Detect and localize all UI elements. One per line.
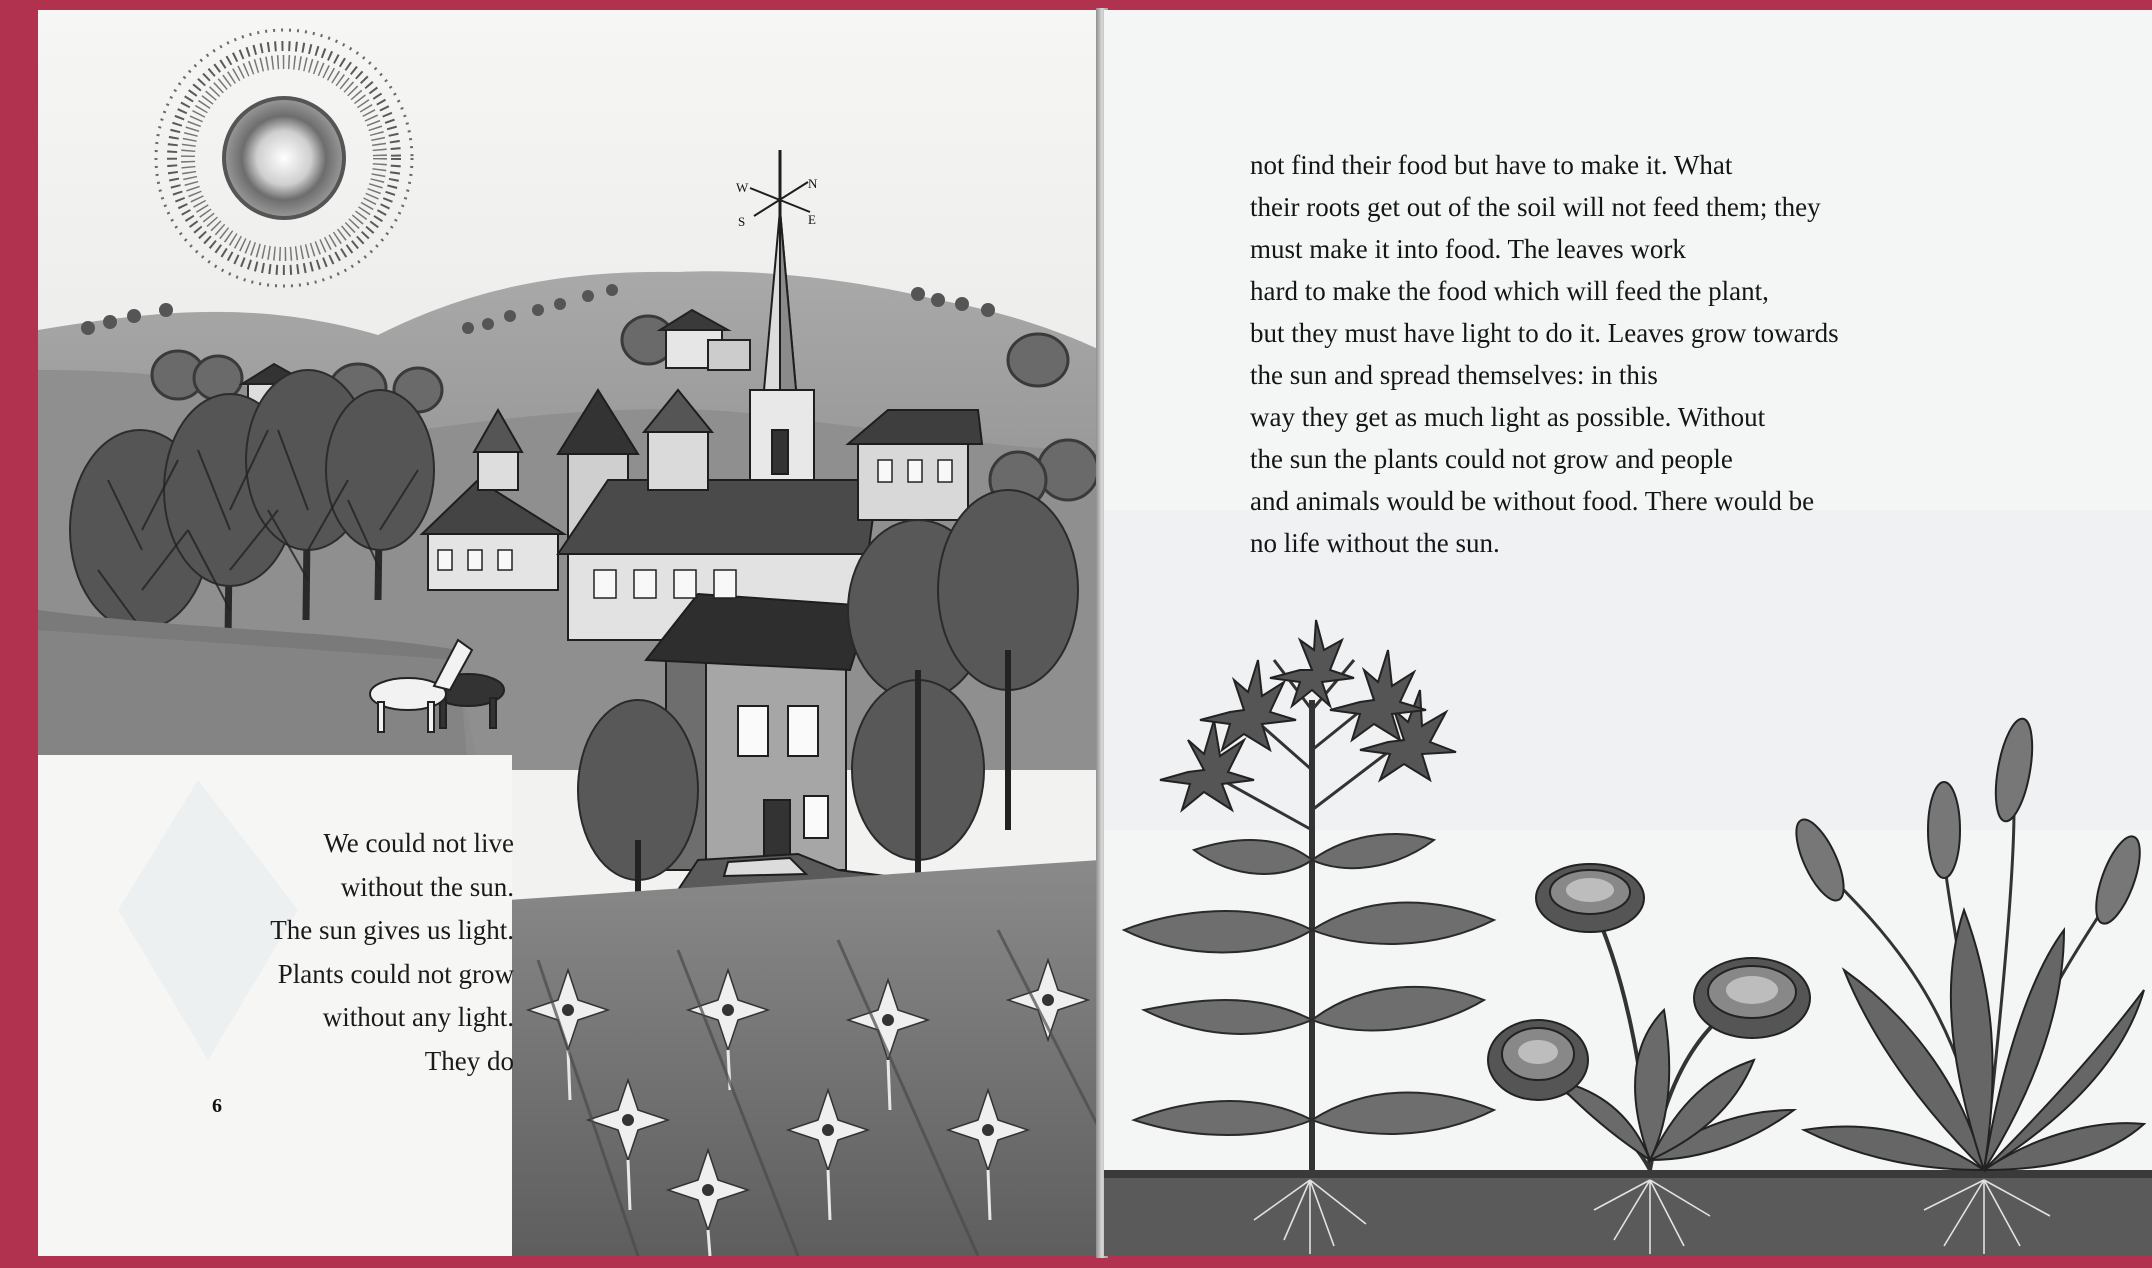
body-text xyxy=(1250,144,1970,564)
flowering-plant xyxy=(1488,864,1810,1170)
verse-text xyxy=(158,822,514,1083)
verse-line: Plants could not grow xyxy=(277,958,514,989)
left-page xyxy=(38,10,1100,1256)
text-line: their roots get out of the soil will not feed them; they xyxy=(1250,192,1821,222)
verse-line: The sun gives us light. xyxy=(270,915,514,945)
verse-line: They do xyxy=(424,1045,514,1076)
text-line: way they get as much light as possible. Without xyxy=(1250,402,1766,432)
page-number: 6 xyxy=(212,1095,222,1117)
right-page xyxy=(1104,10,2152,1256)
text-line: and animals would be without food. There would be xyxy=(1250,486,1815,516)
weathervane-s: S xyxy=(738,214,746,229)
verse-line: We could not live xyxy=(323,828,514,858)
text-line: hard to make the food which will feed the plant, xyxy=(1250,276,1769,306)
verse-line: without the sun. xyxy=(340,871,514,902)
weathervane-n: N xyxy=(808,176,818,191)
text-line: but they must have light to do it. Leaves grow towards xyxy=(1250,318,1839,348)
weathervane-e: E xyxy=(808,212,816,227)
text-line: the sun the plants could not grow and people xyxy=(1250,444,1733,474)
text-line: the sun and spread themselves: in this xyxy=(1250,360,1658,390)
text-line: not find their food but have to make it. What xyxy=(1250,150,1733,180)
text-line: no life without the sun. xyxy=(1250,528,1500,558)
verse-line: without any light. xyxy=(322,1002,514,1032)
text-line: must make it into food. The leaves work xyxy=(1250,234,1686,264)
weathervane-w: W xyxy=(736,180,749,195)
